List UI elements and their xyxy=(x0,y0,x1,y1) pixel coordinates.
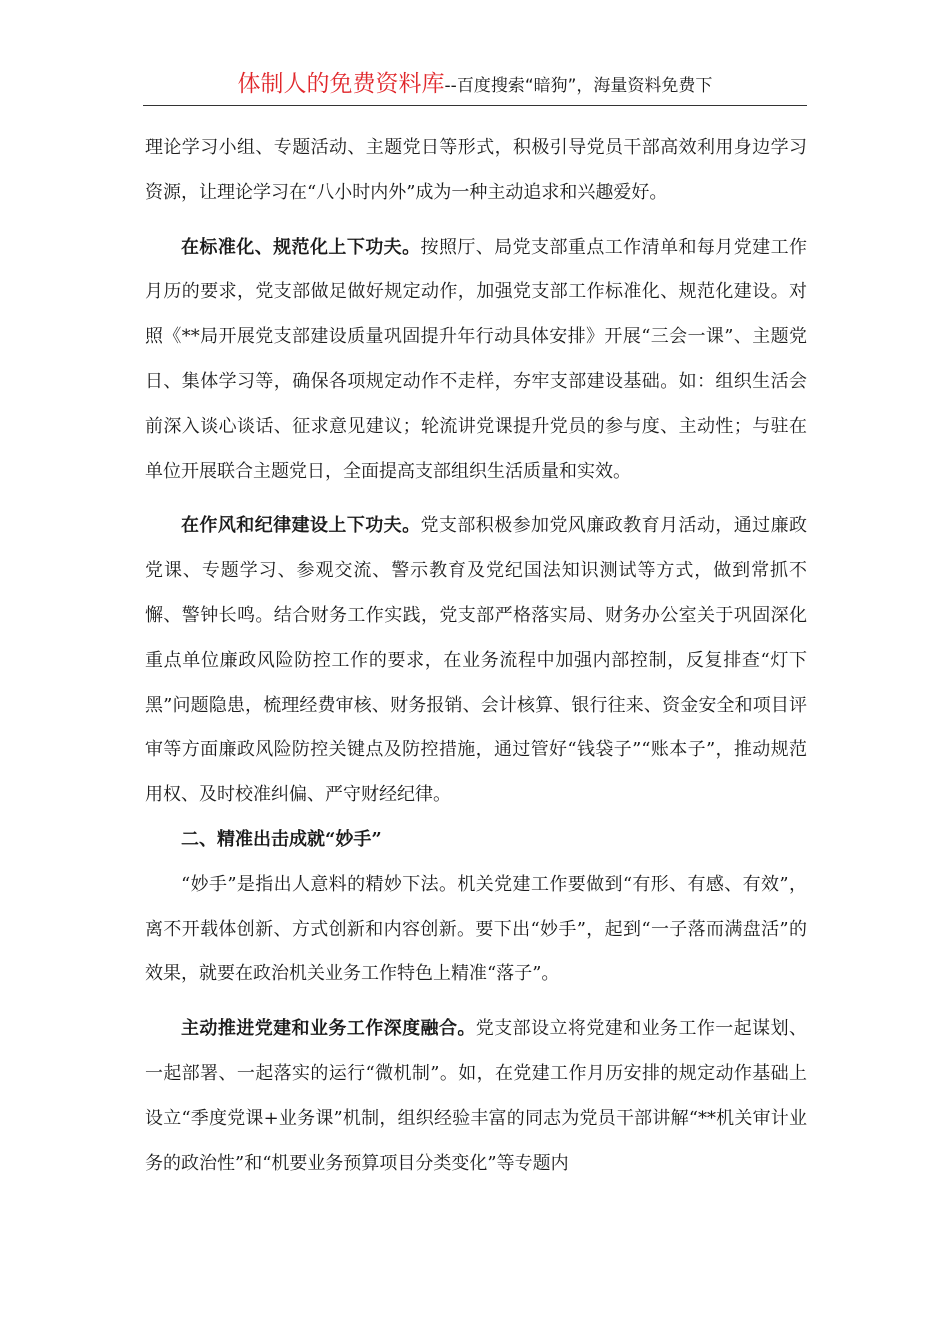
paragraph-miaoshou xyxy=(145,863,807,997)
document-body xyxy=(145,126,807,1186)
paragraph-discipline xyxy=(145,504,807,818)
paragraph-lead: 主动推进党建和业务工作深度融合。 xyxy=(181,1018,476,1040)
header-black-text: --百度搜索“暗狗”，海量资料免费下 xyxy=(444,76,713,96)
paragraph-text: “妙手”是指出人意料的精妙下法。机关党建工作要做到“有形、有感、有效”，离不开载体创新、方式创新和内容创新。要下出“妙手”，起到“一子落而满盘活”的效果，就要在政治机关业务工作特色上精准“落子”。 xyxy=(145,873,807,985)
header-red-text: 体制人的免费资料库 xyxy=(237,71,445,97)
paragraph-integration xyxy=(145,1007,807,1186)
section-heading-text: 二、精准出击成就“妙手” xyxy=(181,828,382,850)
section-heading xyxy=(145,818,807,863)
paragraph-text: 党支部积极参加党风廉政教育月活动，通过廉政党课、专题学习、参观交流、警示教育及党纪国法知识测试等方式，做到常抓不懈、警钟长鸣。结合财务工作实践，党支部严格落实局、财务办公室关于巩固深化重点单位廉政风险防控工作的要求，在业务流程中加强内部控制，反复排查“灯下黑”问题隐患，梳理经费审核、财务报销、会计核算、银行往来、资金安全和项目评审等方面廉政风险防控关键点及防控措施，通过管好“钱袋子”“账本子”，推动规范用权、及时校准纠偏、严守财经纪律。 xyxy=(145,515,807,806)
paragraph-continuation xyxy=(145,126,807,216)
page-header xyxy=(143,68,807,106)
paragraph-text: 按照厅、局党支部重点工作清单和每月党建工作月历的要求，党支部做足做好规定动作，加强党支部工作标准化、规范化建设。对照《**局开展党支部建设质量巩固提升年行动具体安排》开展“三会一课”、主题党日、集体学习等，确保各项规定动作不走样，夯牢支部建设基础。如：组织生活会前深入谈心谈话、征求意见建议；轮流讲党课提升党员的参与度、主动性；与驻在单位开展联合主题党日，全面提高支部组织生活质量和实效。 xyxy=(145,236,807,482)
paragraph-text: 党支部设立将党建和业务工作一起谋划、一起部署、一起落实的运行“微机制”。如，在党建工作月历安排的规定动作基础上设立“季度党课+业务课”机制，组织经验丰富的同志为党员干部讲解“**机关审计业务的政治性”和“机要业务预算项目分类变化”等专题内 xyxy=(145,1018,808,1174)
paragraph-text: 理论学习小组、专题活动、主题党日等形式，积极引导党员干部高效利用身边学习资源，让理论学习在“八小时内外”成为一种主动追求和兴趣爱好。 xyxy=(145,137,807,203)
paragraph-standardization xyxy=(145,226,807,495)
paragraph-lead: 在标准化、规范化上下功夫。 xyxy=(181,236,421,258)
paragraph-lead: 在作风和纪律建设上下功夫。 xyxy=(181,515,421,537)
